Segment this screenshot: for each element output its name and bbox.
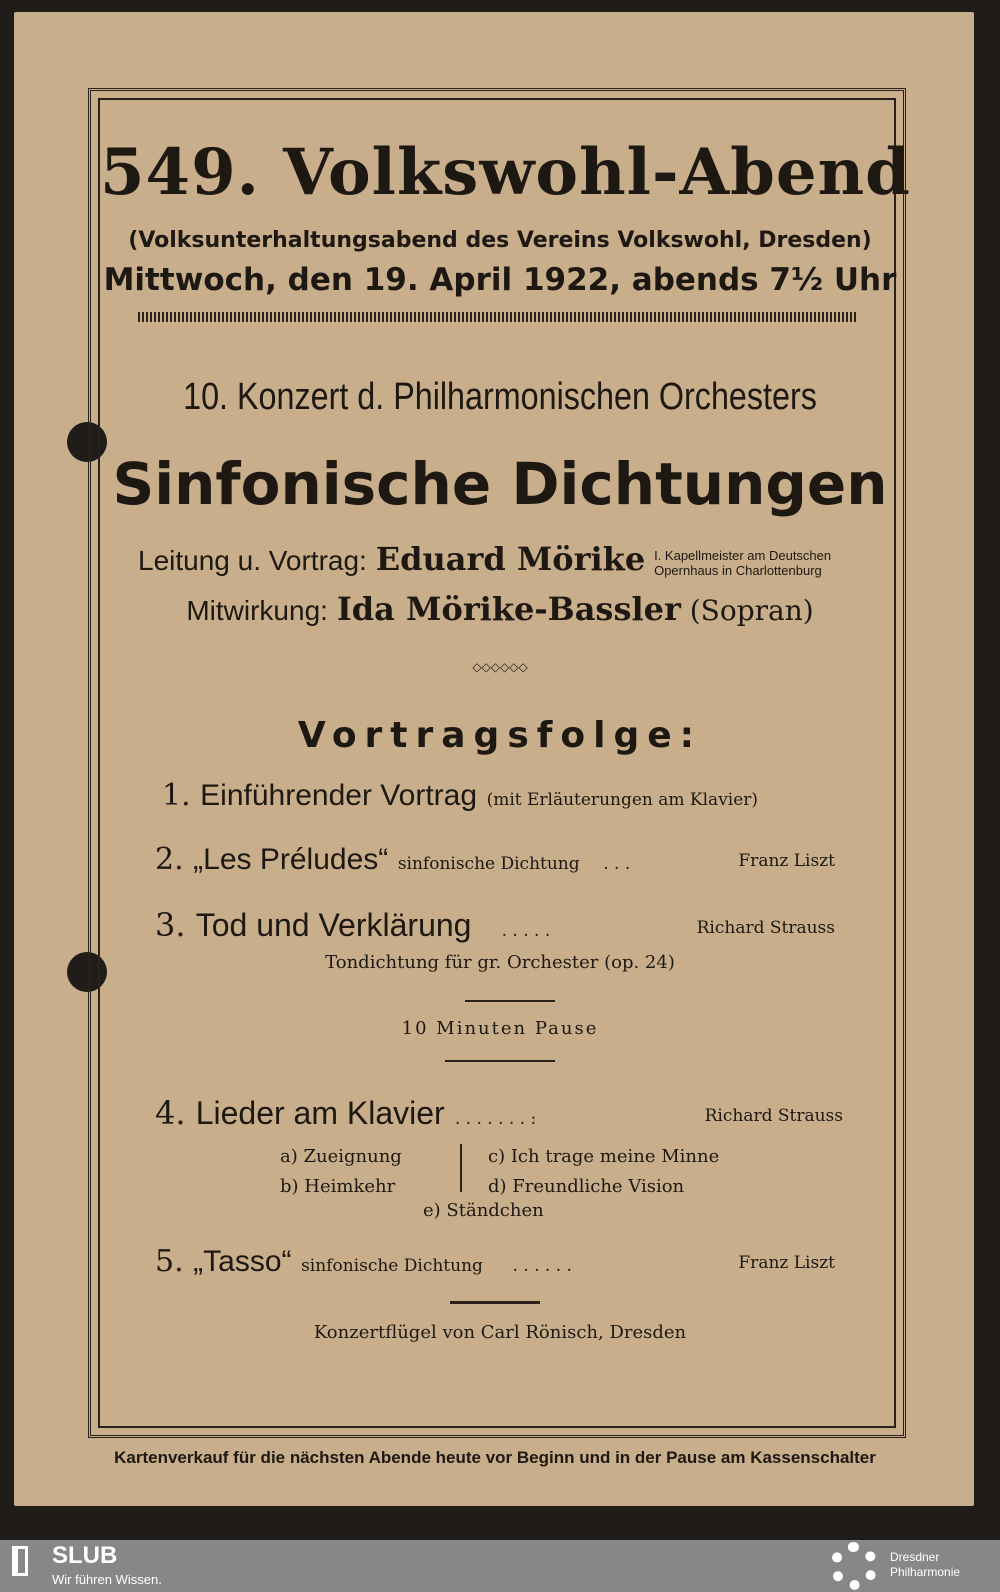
pause-label: 10 Minuten Pause [401, 1018, 599, 1039]
item-title: „Les Préludes“ [193, 843, 389, 876]
item-composer: Richard Strauss [696, 918, 835, 938]
leitung-name: Eduard Mörike [375, 540, 646, 578]
leitung-note-2: Opernhaus in Charlottenburg [654, 562, 822, 578]
item-title: Tod und Verklärung [195, 907, 472, 943]
item-num: 3. [155, 906, 186, 944]
philharmonie-logo[interactable] [890, 1550, 960, 1580]
footer-bar [0, 1540, 1000, 1592]
item-composer: Richard Strauss [704, 1106, 843, 1126]
program-heading: Vortragsfolge: [297, 715, 703, 756]
item-dots: . . . . . [501, 921, 551, 941]
lied: b) Heimkehr [280, 1176, 396, 1197]
logo-line-2: Philharmonie [890, 1565, 961, 1579]
item-title: „Tasso“ [193, 1245, 292, 1278]
piano-credit: Konzertflügel von Carl Rönisch, Dresden [313, 1322, 687, 1343]
slub-tagline: Wir führen Wissen. [52, 1572, 162, 1587]
leitung-note-1: I. Kapellmeister am Deutschen [654, 547, 832, 563]
philharmonie-logo-icon [830, 1542, 878, 1590]
item-num: 5. [155, 1244, 184, 1279]
lied: c) Ich trage meine Minne [488, 1146, 720, 1167]
ornament-divider: ◇◇◇◇◇◇ [472, 660, 528, 674]
logo-line-1: Dresdner [890, 1550, 940, 1564]
item-note: (mit Erläuterungen am Klavier) [486, 790, 759, 810]
concert-title: 10. Konzert d. Philharmonischen Orchesters [183, 376, 817, 418]
item-dots: . . . . . . . : [454, 1109, 537, 1129]
poster-content [100, 0, 911, 1440]
poster-title: 549. Volkswohl-Abend [100, 135, 911, 210]
divider [445, 1060, 555, 1062]
lieder-right [488, 1142, 719, 1202]
item-3-subtitle: Tondichtung für gr. Orchester (op. 24) [325, 952, 675, 973]
lieder-left [280, 1142, 402, 1202]
divider [450, 1301, 540, 1304]
item-dots: . . . [603, 854, 631, 874]
program-item-4 [155, 1094, 843, 1132]
program-item-2 [155, 842, 835, 877]
item-note: sinfonische Dichtung [301, 1256, 483, 1276]
program-item-1 [162, 778, 758, 813]
item-num: 1. [162, 778, 191, 813]
program-item-3 [155, 906, 835, 944]
leitung-line [138, 540, 831, 578]
divider [465, 1000, 555, 1002]
bottom-note: Kartenverkauf für die nächsten Abende heute vor Beginn und in der Pause am Kassenschalter [114, 1448, 876, 1467]
hatched-rule [138, 312, 856, 322]
item-composer: Franz Liszt [738, 1253, 835, 1273]
poster-date: Mittwoch, den 19. April 1922, abends 7½ Uhr [103, 262, 897, 298]
divider [460, 1144, 462, 1192]
slub-logo[interactable]: SLUB [52, 1542, 118, 1569]
item-composer: Franz Liszt [738, 851, 835, 871]
mitwirkung-line [100, 590, 900, 628]
item-num: 2. [155, 842, 184, 877]
lied: e) Ständchen [423, 1200, 544, 1221]
mitwirkung-label: Mitwirkung: [186, 595, 328, 626]
lied: a) Zueignung [280, 1146, 402, 1167]
item-num: 4. [155, 1094, 186, 1132]
book-icon [12, 1546, 28, 1576]
program-item-5 [155, 1244, 835, 1279]
leitung-label: Leitung u. Vortrag: [138, 545, 367, 576]
item-title: Einführender Vortrag [200, 779, 478, 812]
item-dots: . . . . . . [512, 1256, 572, 1276]
leitung-note [654, 548, 831, 578]
mitwirkung-role: (Sopran) [689, 594, 814, 627]
item-title: Lieder am Klavier [195, 1095, 445, 1131]
concert-theme: Sinfonische Dichtungen [112, 450, 888, 518]
poster-subtitle: (Volksunterhaltungsabend des Vereins Volkswohl, Dresden) [128, 228, 872, 253]
item-note: sinfonische Dichtung [397, 854, 580, 874]
lied: d) Freundliche Vision [488, 1176, 685, 1197]
mitwirkung-name: Ida Mörike-Bassler [336, 590, 681, 628]
